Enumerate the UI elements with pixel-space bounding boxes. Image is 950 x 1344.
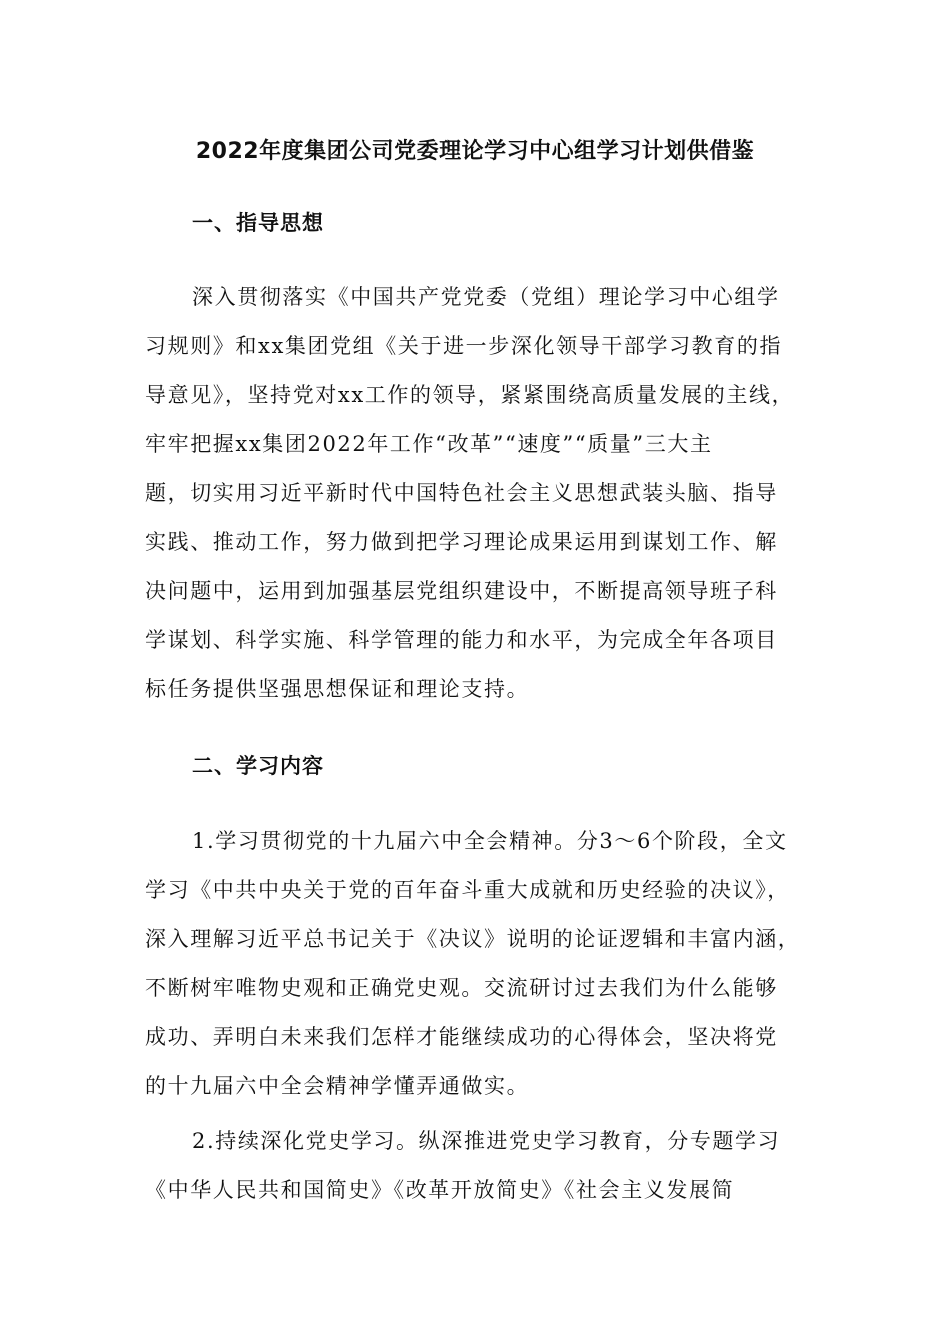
paragraph-line: 实践、推动工作，努力做到把学习理论成果运用到谋划工作、解 [145, 530, 778, 554]
paragraph-line: 决问题中，运用到加强基层党组织建设中，不断提高领导班子科 [145, 579, 778, 603]
paragraph-line: 学习《中共中央关于党的百年奋斗重大成就和历史经验的决议》， [145, 878, 790, 902]
paragraph-line: 的十九届六中全会精神学懂弄通做实。 [145, 1074, 530, 1098]
paragraph-line: 导意见》，坚持党对xx工作的领导，紧紧围绕高质量发展的主线， [145, 383, 795, 407]
paragraph-line: 《中华人民共和国简史》《改革开放简史》《社会主义发展简 [145, 1178, 735, 1202]
paragraph-line: 标任务提供坚强思想保证和理论支持。 [145, 677, 530, 701]
paragraph-line: 牢牢把握xx集团2022年工作“改革”“速度”“质量”三大主 [145, 432, 713, 456]
paragraph-line: 1.学习贯彻党的十九届六中全会精神。分3～6个阶段，全文 [192, 829, 788, 853]
document-title: 2022年度集团公司党委理论学习中心组学习计划供借鉴 [195, 139, 755, 164]
section-heading-study-content: 二、学习内容 [192, 754, 324, 778]
section-heading-guiding-ideology: 一、指导思想 [192, 211, 324, 235]
paragraph-line: 2.持续深化党史学习。纵深推进党史学习教育，分专题学习 [192, 1129, 781, 1153]
paragraph-line: 成功、弄明白未来我们怎样才能继续成功的心得体会，坚决将党 [145, 1025, 778, 1049]
paragraph-line: 不断树牢唯物史观和正确党史观。交流研讨过去我们为什么能够 [145, 976, 778, 1000]
paragraph-line: 深入贯彻落实《中国共产党党委（党组）理论学习中心组学 [192, 285, 780, 309]
paragraph-line: 题，切实用习近平新时代中国特色社会主义思想武装头脑、指导 [145, 481, 778, 505]
paragraph-line: 深入理解习近平总书记关于《决议》说明的论证逻辑和丰富内涵， [145, 927, 801, 951]
paragraph-line: 习规则》和xx集团党组《关于进一步深化领导干部学习教育的指 [145, 334, 783, 358]
paragraph-line: 学谋划、科学实施、科学管理的能力和水平，为完成全年各项目 [145, 628, 778, 652]
